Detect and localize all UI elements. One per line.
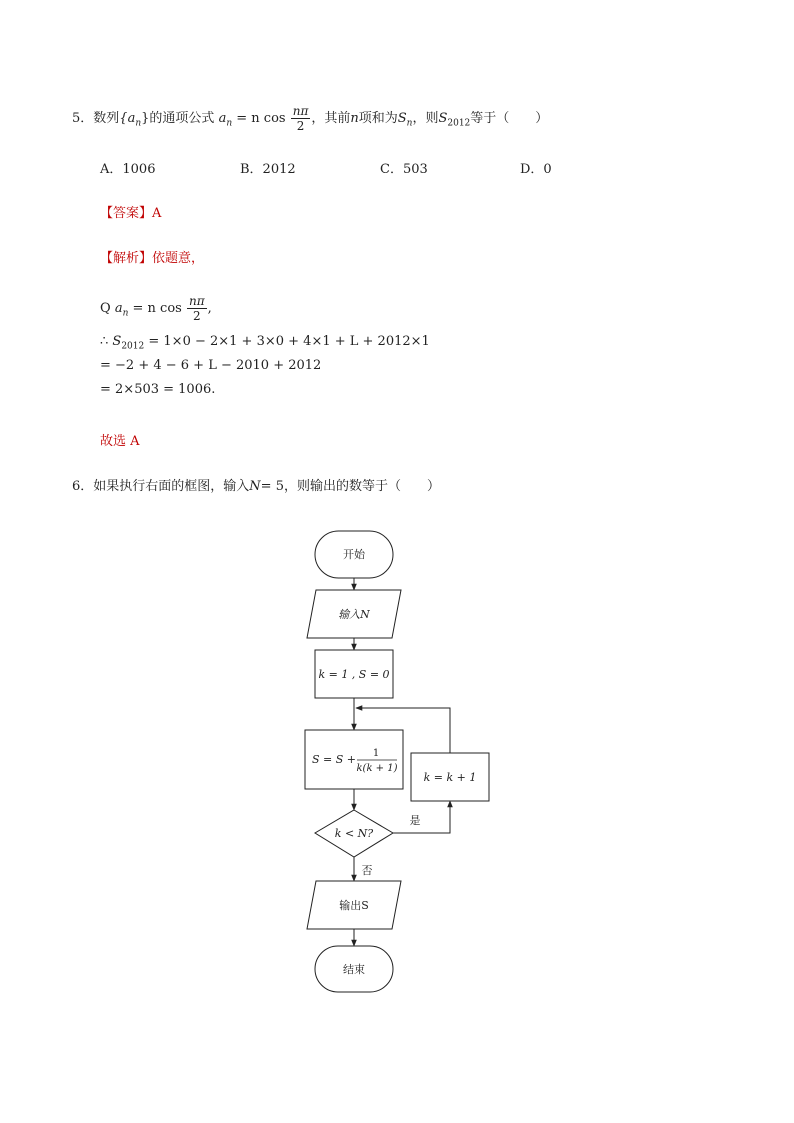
because-symbol: Q bbox=[100, 301, 111, 316]
output-label: 输出S bbox=[339, 899, 369, 912]
s-subscript: n bbox=[406, 118, 413, 129]
sequence-close: } bbox=[141, 111, 150, 126]
n-input-variable: N bbox=[249, 479, 261, 494]
question-6-text-b: = 5，则输出的数等于（ ） bbox=[260, 479, 440, 494]
question-5-text-b: 的通项公式 bbox=[149, 111, 215, 126]
line2-rest: = 1×0 − 2×1 + 3×0 + 4×1 + L + 2012×1 bbox=[148, 334, 430, 349]
option-d: D．0 bbox=[520, 162, 552, 177]
question-5-text-d: 项和为 bbox=[358, 111, 398, 126]
line1-tail: , bbox=[207, 301, 212, 316]
line1-a: a bbox=[114, 301, 123, 316]
question-6-number: 6． bbox=[72, 479, 94, 494]
update-numerator: 1 bbox=[372, 748, 380, 759]
line2-sub: 2012 bbox=[121, 341, 145, 352]
question-5-text-c: ，其前 bbox=[311, 111, 351, 126]
analysis-intro: 依题意， bbox=[152, 251, 205, 266]
fraction-numerator: nπ bbox=[292, 104, 309, 118]
start-label: 开始 bbox=[343, 548, 365, 561]
option-a: A．1006 bbox=[100, 162, 156, 177]
sequence-subscript: n bbox=[135, 118, 142, 129]
update-denominator: k(k + 1) bbox=[356, 763, 398, 774]
line1-sub: n bbox=[122, 308, 129, 319]
sequence-symbol: {a bbox=[119, 111, 136, 126]
s-variable: S bbox=[397, 111, 407, 126]
line1-eq: = n cos bbox=[132, 301, 182, 316]
question-5-number: 5． bbox=[72, 111, 94, 126]
question-5-text-e: ，则 bbox=[412, 111, 439, 126]
formula-lhs-subscript: n bbox=[226, 118, 233, 129]
decision-label: k < N? bbox=[334, 827, 374, 840]
analysis-line-4: = 2×503 = 1006. bbox=[100, 382, 216, 397]
update-lhs-label: S = S + bbox=[312, 753, 356, 766]
therefore-symbol: ∴ bbox=[100, 334, 109, 349]
question-5-text-a: 数列 bbox=[93, 111, 120, 126]
analysis-tag: 【解析】 bbox=[100, 251, 153, 266]
line1-fraction-denominator: 2 bbox=[192, 309, 201, 323]
option-b: B．2012 bbox=[240, 162, 296, 177]
line2-s: S bbox=[112, 334, 122, 349]
question-5-text-f: 等于（ ） bbox=[470, 111, 549, 126]
n-variable: n bbox=[350, 111, 359, 126]
fraction-denominator: 2 bbox=[296, 119, 305, 133]
increment-label: k = k + 1 bbox=[423, 771, 477, 784]
yes-label: 是 bbox=[409, 814, 421, 827]
init-label: k = 1 , S = 0 bbox=[318, 668, 390, 681]
answer-value: A bbox=[152, 206, 162, 221]
formula-lhs: a bbox=[218, 111, 227, 126]
answer-tag: 【答案】 bbox=[100, 206, 153, 221]
question-6-text-a: 如果执行右面的框图，输入 bbox=[93, 479, 250, 494]
no-label: 否 bbox=[361, 864, 373, 877]
input-label: 输入N bbox=[338, 608, 370, 621]
analysis-line-3: = −2 + 4 − 6 + L − 2010 + 2012 bbox=[100, 358, 322, 373]
end-label: 结束 bbox=[343, 963, 365, 976]
option-c: C．503 bbox=[380, 162, 428, 177]
s2012-symbol: S bbox=[438, 111, 448, 126]
arrow-yes-branch bbox=[393, 801, 450, 833]
analysis-conclusion: 故选 A bbox=[100, 434, 140, 449]
line1-fraction-numerator: nπ bbox=[188, 294, 205, 308]
formula-eq: = n cos bbox=[236, 111, 286, 126]
s2012-subscript: 2012 bbox=[447, 118, 471, 129]
